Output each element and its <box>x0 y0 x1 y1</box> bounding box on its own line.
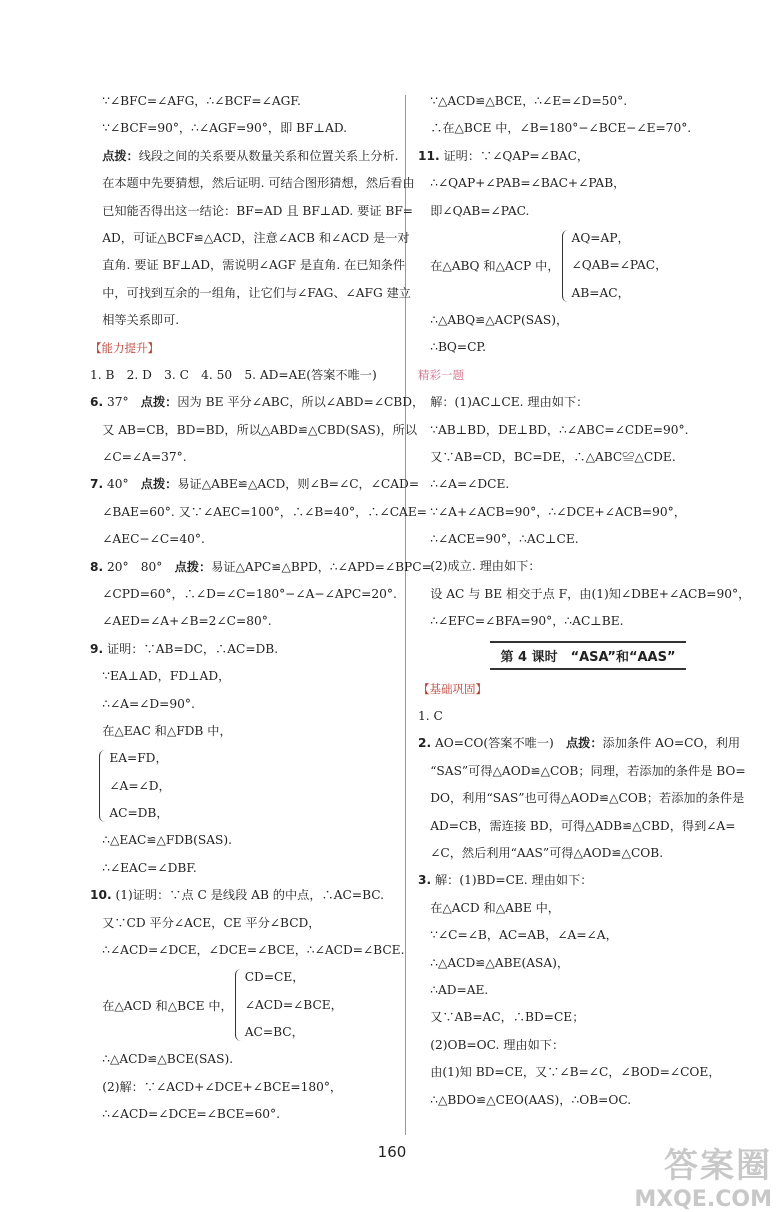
text-line: ∴BQ=CP. <box>430 340 487 355</box>
section-heading: 【基础巩固】 <box>418 681 487 696</box>
question-11: 11. 证明：∵∠QAP=∠BAC， <box>418 148 590 163</box>
text-line: 在本题中先要猜想，然后证明. 可结合图形猜想，然后看由 <box>102 176 415 191</box>
section-heading: 精彩一题 <box>418 367 464 382</box>
text-line: 已知能否得出这一结论：BF=AD 且 BF⊥AD. 要证 BF= <box>102 203 414 218</box>
section-heading: 【能力提升】 <box>90 340 159 355</box>
text-line: 又 AB=CB，BD=BD，所以△ABD≌△CBD(SAS)，所以 <box>102 422 418 437</box>
text-line: ∠CPD=60°，∴∠D=∠C=180°−∠A−∠APC=20°. <box>102 587 397 602</box>
text-line: 直角. 要证 BF⊥AD，需说明∠AGF 是直角. 在已知条件 <box>102 258 406 273</box>
text-line: 又∵AB=AC，∴BD=CE； <box>430 1010 585 1025</box>
text-line: ∴△ABQ≌△ACP(SAS)， <box>430 312 569 327</box>
question-3: 3. 解：(1)BD=CE. 理由如下： <box>418 873 593 888</box>
text-line: ∴△ACD≌△BCE(SAS). <box>102 1052 234 1067</box>
text-line: 设 AC 与 BE 相交于点 F，由(1)知∠DBE+∠ACB=90°， <box>430 586 751 601</box>
text-line: ∠BAE=60°. 又∵∠AEC=100°，∴∠B=40°，∴∠CAE= <box>102 504 427 519</box>
page-number: 160 <box>377 1143 407 1161</box>
watermark-logo-text: 答案圈 <box>664 1146 772 1186</box>
question-2: 2. AO=CO(答案不唯一) 点拨：添加条件 AO=CO，利用 <box>418 736 741 751</box>
brace-mark <box>99 750 106 822</box>
watermark-url: MXQE.COM <box>634 1187 772 1212</box>
text-line: 又∵AB=CD，BC=DE，∴△ABC≌△CDE. <box>430 449 676 464</box>
text-line: 又∵CD 平分∠ACE，CE 平分∠BCD， <box>102 915 321 930</box>
text-line: 解：(1)AC⊥CE. 理由如下： <box>430 395 589 410</box>
text-line: 由(1)知 BD=CE，又∵∠B=∠C，∠BOD=∠COE， <box>430 1065 721 1080</box>
text-line: “SAS”可得△AOD≌△COB；同理，若添加的条件是 BO= <box>430 763 746 778</box>
text-line: ∵∠BCF=90°，∴∠AGF=90°，即 BF⊥AD. <box>102 121 348 136</box>
lesson-title: 第 4 课时 “ASA”和“AAS” <box>418 636 758 676</box>
condition-brace: 在△ABQ 和△ACP 中， AQ=AP， ∠QAB=∠PAC， AB=AC， <box>418 225 758 307</box>
text-line: 相等关系即可. <box>102 313 180 328</box>
text-line: ∠C=∠A=37°. <box>102 450 187 465</box>
text-line: ∴AD=AE. <box>430 982 489 997</box>
text-line: ∵∠A+∠ACB=90°，∴∠DCE+∠ACB=90°， <box>430 504 686 519</box>
text-line: ∠AED=∠A+∠B=2∠C=80°. <box>102 614 272 629</box>
text-line: ∴∠EAC=∠DBF. <box>102 860 197 875</box>
text-line: ∵EA⊥AD，FD⊥AD， <box>102 669 231 684</box>
question-6: 6. 37° 点拨：因为 BE 平分∠ABC，所以∠ABD=∠CBD， <box>90 395 425 410</box>
text-line: ∠C，然后利用“AAS”可得△AOD≌△COB. <box>430 845 664 860</box>
brace-mark <box>562 230 569 302</box>
answers-1-5: 1. B 2. D 3. C 4. 50 5. AD=AE(答案不唯一) <box>90 367 377 382</box>
text-line: ∴∠ACD=∠DCE，∠DCE=∠BCE，∴∠ACD=∠BCE. <box>102 942 405 957</box>
text-line: ∵∠C=∠B，AC=AB，∠A=∠A， <box>430 928 618 943</box>
text-line: ∴△EAC≌△FDB(SAS). <box>102 833 232 848</box>
text-line: ∴∠ACE=90°，∴AC⊥CE. <box>430 532 579 547</box>
text-line: ∴在△BCE 中，∠B=180°−∠BCE−∠E=70°. <box>430 121 692 136</box>
text-line: (2)成立. 理由如下： <box>430 559 541 574</box>
text-line: ∴∠QAP+∠PAB=∠BAC+∠PAB， <box>430 176 626 191</box>
text-line: DO，利用“SAS”也可得△AOD≌△COB；若添加的条件是 <box>430 791 745 806</box>
text-line: (2)OB=OC. 理由如下： <box>430 1037 565 1052</box>
text-line: ∴△BDO≌△CEO(AAS)，∴OB=OC. <box>430 1092 632 1107</box>
condition-brace: EA=FD， ∠A=∠D， AC=DB， <box>90 745 395 827</box>
text-line: ∴∠A=∠D=90°. <box>102 696 195 711</box>
brace-mark <box>235 969 242 1041</box>
question-9: 9. 证明：∵AB=DC，∴AC=DB. <box>90 641 279 656</box>
text-line: 即∠QAB=∠PAC. <box>430 203 530 218</box>
text-line: ∴∠A=∠DCE. <box>430 477 510 492</box>
question-7: 7. 40° 点拨：易证△ABE≌△ACD，则∠B=∠C，∠CAD= <box>90 477 420 492</box>
text-line: ∴∠EFC=∠BFA=90°，∴AC⊥BE. <box>430 614 624 629</box>
question-10: 10. (1)证明：∵点 C 是线段 AB 的中点，∴AC=BC. <box>90 888 385 903</box>
hint-line: 点拨：线段之间的关系要从数量关系和位置关系上分析. <box>102 148 399 163</box>
text-line: (2)解：∵∠ACD+∠DCE+∠BCE=180°， <box>102 1079 343 1094</box>
watermark <box>634 1138 772 1212</box>
text-line: ∴△ACD≌△ABE(ASA)， <box>430 955 570 970</box>
text-line: ∵△ACD≌△BCE，∴∠E=∠D=50°. <box>430 94 628 108</box>
text-line: ∵∠BFC=∠AFG，∴∠BCF=∠AGF. <box>102 94 301 108</box>
condition-brace: 在△ACD 和△BCE 中， CD=CE， ∠ACD=∠BCE， AC=BC， <box>90 964 395 1046</box>
text-line: 在△ACD 和△ABE 中， <box>430 900 560 915</box>
text-line: ∴∠ACD=∠DCE=∠BCE=60°. <box>102 1107 280 1122</box>
text-line: 在△EAC 和△FDB 中， <box>102 723 232 738</box>
text-line: AD，可证△BCF≌△ACD，注意∠ACB 和∠ACD 是一对 <box>102 230 410 245</box>
hint-label: 点拨： <box>102 148 139 163</box>
answer-1: 1. C <box>418 709 443 724</box>
text-line: ∵AB⊥BD，DE⊥BD，∴∠ABC=∠CDE=90°. <box>430 422 689 437</box>
text-line: AD=CB，需连接 BD，可得△ADB≌△CBD，得到∠A= <box>430 818 736 833</box>
text-line: 中，可找到互余的一组角，让它们与∠FAG、∠AFG 建立 <box>102 285 411 300</box>
right-column <box>418 88 758 1114</box>
text-line: ∠AEC−∠C=40°. <box>102 532 205 547</box>
question-8: 8. 20° 80° 点拨：易证△APC≌△BPD，∴∠APD=∠BPC= <box>90 559 432 574</box>
